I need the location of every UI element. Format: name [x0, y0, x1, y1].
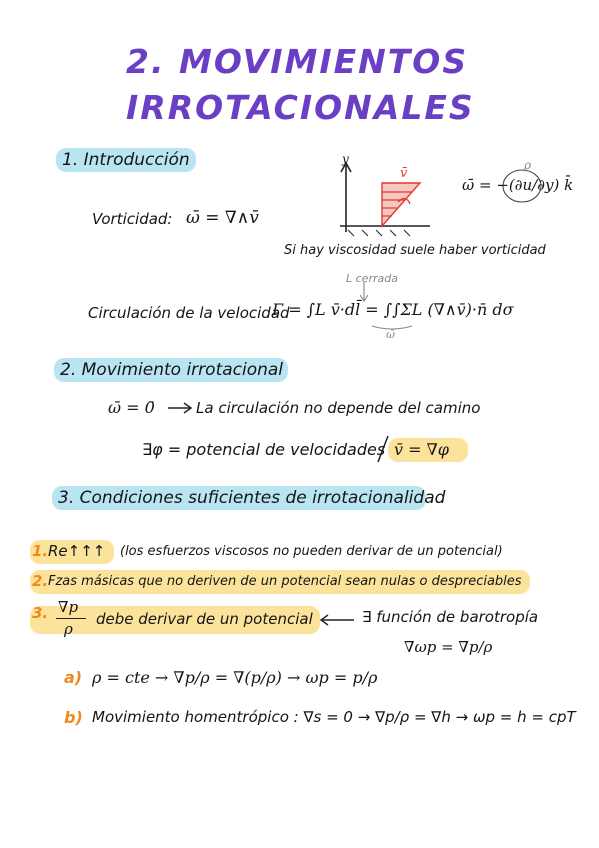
condition-2-number: 2.	[32, 572, 49, 590]
axis-y-label: y	[342, 152, 349, 166]
circulation-formula: Γ = ∫L v̄·dl̄ = ∫∫ΣL (∇∧v̄)·n̄ dσ	[272, 300, 514, 319]
case-a-label: a)	[64, 668, 83, 687]
condition-3-number: 3.	[32, 604, 49, 622]
condition-3-text: debe derivar de un potencial	[96, 610, 313, 628]
condition-3-fraction-num: ∇p	[58, 598, 79, 616]
case-b-text: Movimiento homentrópico : ∇s = 0 → ∇p/ρ = ∇h → ωp = h = cpT	[92, 708, 576, 726]
irrotational-condition: ω̄ = 0̄	[108, 398, 155, 417]
section-3-heading: 3. Condiciones suficientes de irrotacionalidad	[58, 488, 446, 508]
condition-1-number: 1.	[32, 542, 49, 560]
vorticity-label: Vorticidad:	[92, 210, 173, 228]
velocity-potential-formula: v̄ = ∇φ	[394, 440, 449, 459]
circulation-label: Circulación de la velocidad	[88, 304, 290, 322]
axis-velocity-label: v̄	[400, 166, 408, 181]
page-title-line1: 2. MOVIMIENTOS	[126, 42, 469, 81]
closed-curve-label: L cerrada	[346, 272, 398, 285]
condition-2-text: Fzas másicas que no deriven de un potencial sean nulas o despreciables	[48, 574, 522, 589]
section-2-heading: 2. Movimiento irrotacional	[60, 360, 284, 380]
vorticity-formula: ω̄ = ∇∧v̄	[186, 208, 259, 228]
section-1-heading: 1. Introducción	[62, 150, 190, 170]
viscosity-note: Si hay viscosidad suele haber vorticidad	[284, 243, 546, 258]
condition-1-note: (los esfuerzos viscosos no pueden derivar de un potencial)	[120, 544, 503, 559]
rho-mark: ρ	[524, 158, 532, 172]
velocity-potential-existence: ∃φ = potencial de velocidades	[142, 440, 386, 459]
condition-3-fraction-bar	[56, 618, 86, 619]
barotropy-function: ∃ función de barotropía	[362, 608, 539, 626]
omega-under-label: ω̄	[386, 328, 395, 341]
case-a-formula: ρ = cte → ∇p/ρ = ∇(p/ρ) → ωp = p/ρ	[92, 668, 378, 687]
case-b-label: b)	[64, 708, 83, 727]
page-title-line2: IRROTACIONALES	[126, 88, 475, 127]
shear-vorticity-formula: ω̄ = −(∂u/∂y) k̄	[462, 176, 574, 194]
barotropy-formula: ∇ωp = ∇p/ρ	[404, 638, 493, 656]
condition-1-label: Re↑↑↑	[48, 542, 106, 560]
circulation-path-independence: La circulación no depende del camino	[196, 399, 481, 417]
condition-3-fraction-den: ρ	[64, 620, 73, 638]
